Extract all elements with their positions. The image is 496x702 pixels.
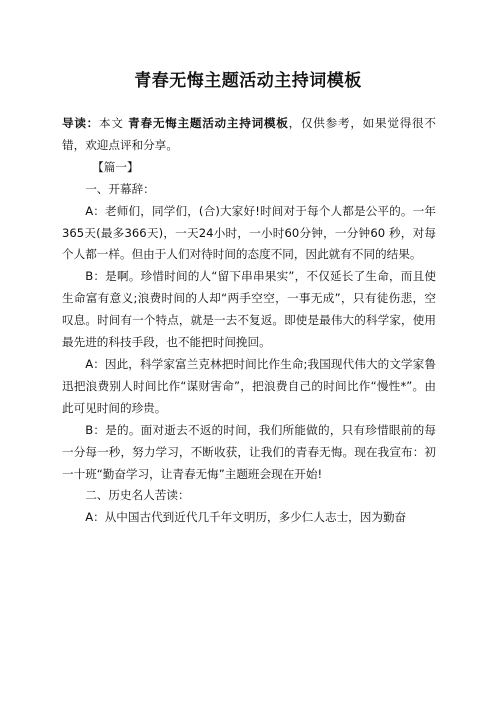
section-title: 【篇一】	[92, 159, 139, 174]
paragraph-a1: A：老师们，同学们，(合)大家好!时间对于每个人都是公平的。一年365天(最多366天)，一天24小时，一小时60分钟，一分钟60 秒，对每个人都一样。但由于人们对待时间的态度不同，因此就有不同的结果。	[62, 203, 436, 262]
paragraph-b2: B：是的。面对逝去不返的时间，我们所能做的，只有珍惜眼前的每一分每一秒，努力学习，不断收获，让我们的青春无悔。现在我宣布：初一十班“勤奋学习，让青春无悔”主题班会现在开始!	[62, 422, 436, 481]
document-body	[62, 113, 436, 529]
lead-label: 导读：	[62, 116, 100, 130]
heading-opening: 一、开幕辞：	[85, 181, 155, 196]
document-title: 青春无悔主题活动主持词模板	[134, 71, 362, 91]
paragraph-b1: B：是啊。珍惜时间的人“留下串串果实”，不仅延长了生命，而且使生命富有意义;浪费时间的人却“两手空空，一事无成”，只有徒伤悲，空叹息。时间有一个特点，就是一去不复返。即使是最伟大的科学家，使用最先进的科技手段，也不能把时间挽回。	[62, 269, 436, 350]
lead-paragraph	[62, 113, 436, 157]
heading-history: 二、历史名人苦读：	[85, 488, 190, 503]
lead-prefix: 本文	[99, 116, 129, 130]
lead-title: 青春无悔主题活动主持词模板	[128, 116, 289, 130]
paragraph-a3: A：从中国古代到近代几千年文明历，多少仁人志士，因为勤奋	[85, 510, 407, 525]
lead-suffix: ，仅供参考，如果觉得很不错，欢迎点评和分享。	[62, 116, 436, 152]
paragraph-a2: A：因此，科学家富兰克林把时间比作生命;我国现代伟大的文学家鲁迅把浪费别人时间比作“谋财害命”，把浪费自己的时间比作“慢性*”。由此可见时间的珍贵。	[62, 356, 436, 415]
